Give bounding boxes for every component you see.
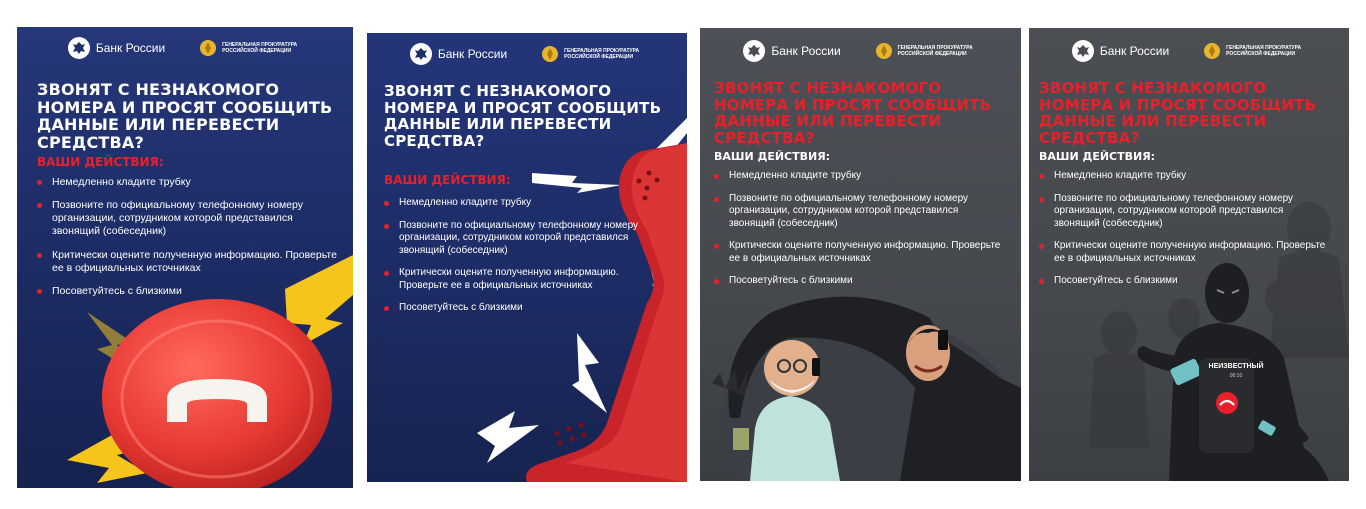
actions-list: [714, 170, 1006, 298]
prosecutor-emblem-icon: [875, 41, 893, 61]
logos-header: [17, 37, 353, 59]
poster-3: [700, 28, 1021, 481]
lightning-icon: [572, 333, 607, 413]
poster-1: [17, 27, 353, 488]
prosecutor-logo: [1203, 41, 1306, 61]
list-item: Позвоните по официальному телефонному номеру организации, сотрудником которой представился звонящий (собеседник): [384, 220, 639, 258]
list-item: Позвоните по официальному телефонному номеру организации, сотрудником которой представился звонящий (собеседник): [714, 193, 1006, 231]
logos-header: [367, 43, 687, 65]
bank-name: Банк России: [437, 47, 508, 61]
actions-list: [1039, 170, 1331, 298]
prosecutor-logo: [875, 41, 978, 61]
poster-headline: ЗВОНЯТ С НЕЗНАКОМОГО НОМЕРА И ПРОСЯТ СООБЩИТЬ ДАННЫЕ ИЛИ ПЕРЕВЕСТИ СРЕДСТВА?: [714, 79, 992, 147]
actions-title: ВАШИ ДЕЙСТВИЯ:: [714, 150, 831, 163]
list-item: Позвоните по официальному телефонному номеру организации, сотрудником которой представился звонящий (собеседник): [37, 199, 337, 238]
actions-title: ВАШИ ДЕЙСТВИЯ:: [384, 173, 511, 187]
prosecutor-logo: [199, 38, 302, 58]
list-item: Посоветуйтесь с близкими: [1039, 275, 1331, 288]
bank-name: Банк России: [771, 44, 841, 58]
actions-title: ВАШИ ДЕЙСТВИЯ:: [37, 155, 164, 169]
caller-label: НЕИЗВЕСТНЫЙ: [1208, 363, 1264, 370]
list-item: Критически оцените полученную информацию. Проверьте ее в официальных источниках: [1039, 240, 1331, 265]
list-item: Критически оцените полученную информацию. Проверьте ее в официальных источниках: [714, 240, 1006, 265]
prosecutor-name: ГЕНЕРАЛЬНАЯ ПРОКУРАТУРА РОССИЙСКОЙ ФЕДЕРАЦИИ: [1226, 45, 1302, 57]
prosecutor-logo: [541, 44, 644, 64]
list-item: Посоветуйтесь с близкими: [37, 285, 337, 298]
actions-list: [37, 176, 337, 308]
lightning-icon: [532, 173, 622, 193]
prosecutor-name: ГЕНЕРАЛЬНАЯ ПРОКУРАТУРА РОССИЙСКОЙ ФЕДЕРАЦИИ: [564, 48, 640, 60]
list-item: Критически оцените полученную информацию. Проверьте ее в официальных источниках: [384, 267, 639, 292]
actions-list: [384, 197, 639, 325]
prosecutor-emblem-icon: [541, 44, 559, 64]
prosecutor-name: ГЕНЕРАЛЬНАЯ ПРОКУРАТУРА РОССИЙСКОЙ ФЕДЕРАЦИИ: [222, 42, 298, 54]
list-item: Посоветуйтесь с близкими: [384, 302, 639, 315]
prosecutor-emblem-icon: [199, 38, 217, 58]
lightning-icon: [477, 411, 539, 463]
poster-headline: ЗВОНЯТ С НЕЗНАКОМОГО НОМЕРА И ПРОСЯТ СООБЩИТЬ ДАННЫЕ ИЛИ ПЕРЕВЕСТИ СРЕДСТВА?: [384, 82, 662, 150]
bank-of-russia-emblem-icon: [1072, 40, 1094, 62]
hang-up-icon: [1216, 392, 1238, 414]
actions-title: ВАШИ ДЕЙСТВИЯ:: [1039, 150, 1156, 163]
list-item: Немедленно кладите трубку: [1039, 170, 1331, 183]
list-item: Немедленно кладите трубку: [714, 170, 1006, 183]
prosecutor-name: ГЕНЕРАЛЬНАЯ ПРОКУРАТУРА РОССИЙСКОЙ ФЕДЕРАЦИИ: [897, 45, 973, 57]
list-item: Критически оцените полученную информацию. Проверьте ее в официальных источниках: [37, 249, 337, 275]
call-timer: 00:10: [1229, 373, 1243, 379]
bank-of-russia-logo: [410, 43, 507, 65]
poster-2: [367, 33, 687, 482]
poster-4: [1029, 28, 1349, 481]
bank-of-russia-logo: [743, 40, 840, 62]
logos-header: [1029, 40, 1349, 62]
prosecutor-emblem-icon: [1203, 41, 1221, 61]
list-item: Немедленно кладите трубку: [384, 197, 639, 210]
bank-of-russia-emblem-icon: [68, 37, 90, 59]
bank-of-russia-emblem-icon: [743, 40, 765, 62]
bank-name: Банк России: [95, 41, 166, 55]
list-item: Немедленно кладите трубку: [37, 176, 337, 189]
poster-headline: ЗВОНЯТ С НЕЗНАКОМОГО НОМЕРА И ПРОСЯТ СООБЩИТЬ ДАННЫЕ ИЛИ ПЕРЕВЕСТИ СРЕДСТВА?: [37, 80, 333, 152]
bank-of-russia-emblem-icon: [410, 43, 432, 65]
bank-name: Банк России: [1099, 44, 1170, 58]
logos-header: [700, 40, 1021, 62]
list-item: Посоветуйтесь с близкими: [714, 275, 1006, 288]
poster-headline: ЗВОНЯТ С НЕЗНАКОМОГО НОМЕРА И ПРОСЯТ СООБЩИТЬ ДАННЫЕ ИЛИ ПЕРЕВЕСТИ СРЕДСТВА?: [1039, 79, 1317, 147]
bank-of-russia-logo: [1072, 40, 1169, 62]
list-item: Позвоните по официальному телефонному номеру организации, сотрудником которой представился звонящий (собеседник): [1039, 193, 1331, 231]
bank-of-russia-logo: [68, 37, 165, 59]
